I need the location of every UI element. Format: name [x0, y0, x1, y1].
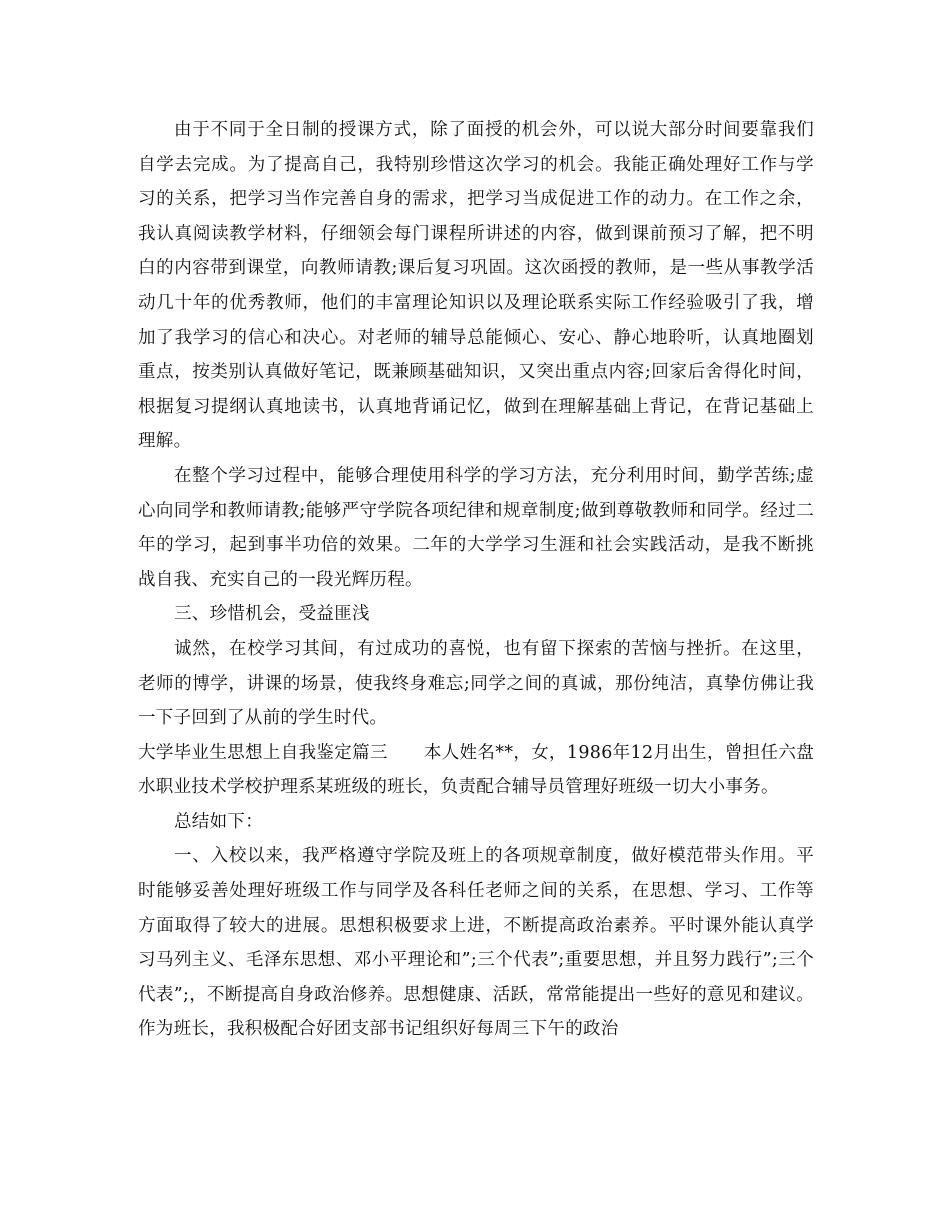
section-heading-cherish-opportunity: 三、珍惜机会，受益匪浅 — [174, 604, 370, 625]
article-part-title: 大学毕业生思想上自我鉴定篇三 — [138, 742, 388, 763]
summary-label: 总结如下： — [174, 811, 263, 832]
paragraph-study-approach: 由于不同于全日制的授课方式，除了面授的机会外，可以说大部分时间要靠我们自学去完成。为了提高自己，我特别珍惜这次学习的机会。我能正确处理好工作与学习的关系，把学习当作完善自身的需求，把学习当成促进工作的动力。在工作之余，我认真阅读教学材料，仔细领会每门课程所讲述的内容，做到课前预习了解，把不明白的内容带到课堂，向教师请教;课后复习巩固。这次函授的教师，是一些从事教学活动几十年的优秀教师，他们的丰富理论知识以及理论联系实际工作经验吸引了我，增加了我学习的信心和决心。对老师的辅导总能倾心、安心、静心地聆听，认真地圈划重点，按类别认真做好笔记，既兼顾基础知识，又突出重点内容;回家后舍得化时间，根据复习提纲认真地读书，认真地背诵记忆，做到在理解基础上背记，在背记基础上理解。 — [138, 120, 814, 452]
self-introduction-text: 本人姓名**，女，1986年12月出生，曾担任六盘水职业技术学校护理系某班级的班长，负责配合辅导员管理好班级一切大小事务。 — [138, 742, 814, 798]
document-page — [138, 113, 814, 1047]
paragraph-part-three-intro — [138, 736, 814, 805]
paragraph-study-methods: 在整个学习过程中，能够合理使用科学的学习方法，充分利用时间，勤学苦练;虚心向同学和教师请教;能够严守学院各项纪律和规章制度;做到尊敬教师和同学。经过二年的学习，起到事半功倍的效果。二年的大学学习生涯和社会实践活动，是我不断挑战自我、充实自己的一段光辉历程。 — [138, 465, 814, 590]
paragraph-campus-memories: 诚然，在校学习其间，有过成功的喜悦，也有留下探索的苦恼与挫折。在这里，老师的博学，讲课的场景，使我终身难忘;同学之间的真诚，那份纯洁，真挚仿佛让我一下子回到了从前的学生时代。 — [138, 638, 814, 729]
paragraph-conduct-since-enrollment: 一、入校以来，我严格遵守学院及班上的各项规章制度，做好模范带头作用。平时能够妥善处理好班级工作与同学及各科任老师之间的关系，在思想、学习、工作等方面取得了较大的进展。思想积极要求上进，不断提高政治素养。平时课外能认真学习马列主义、毛泽东思想、邓小平理论和”;三个代表”;重要思想，并且努力践行”;三个代表”;，不断提高自身政治修养。思想健康、活跃，常常能提出一些好的意见和建议。作为班长，我积极配合好团支部书记组织好每周三下午的政治 — [138, 846, 814, 1040]
